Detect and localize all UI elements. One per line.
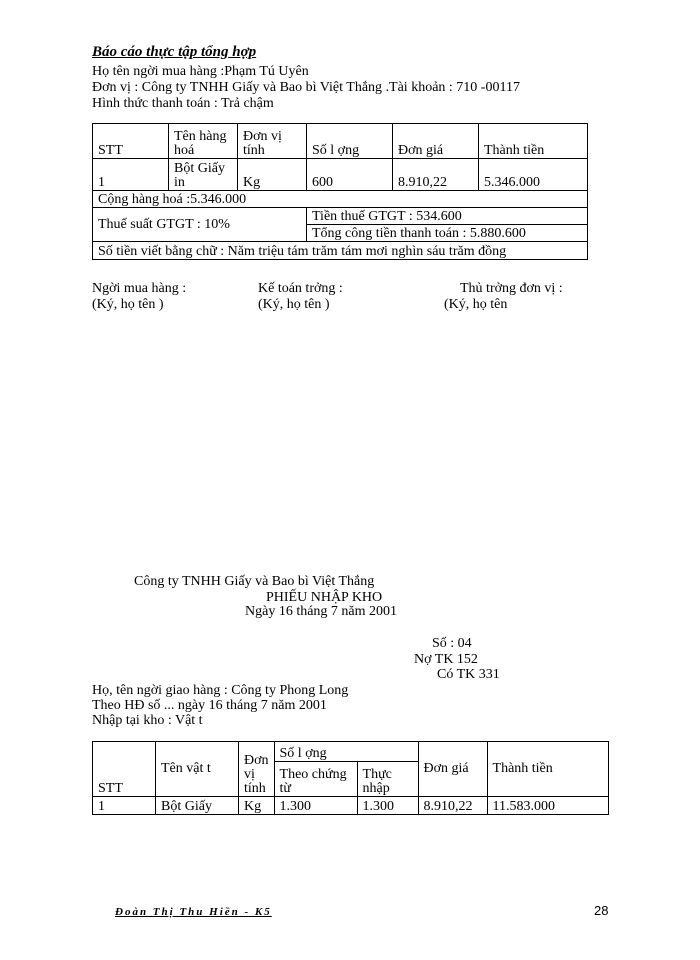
total-goods: Cộng hàng hoá :5.346.000	[93, 191, 588, 208]
receipt-col-stt: STT	[93, 742, 156, 797]
footer-author: Đoàn Thị Thu Hiền - K5	[115, 906, 272, 918]
receipt-credit: Có TK 331	[437, 667, 500, 682]
receipt-col-amount: Thành tiền	[487, 742, 608, 797]
buyer-line: Họ tên ngời mua hàng :Phạm Tú Uyên	[92, 64, 309, 79]
receipt-col-price: Đơn giá	[418, 742, 487, 797]
report-title: Báo cáo thực tập tổng hợp	[92, 44, 257, 60]
col-header-amount: Thành tiền	[479, 124, 588, 159]
receipt-cell-qty-actual: 1.300	[357, 797, 418, 815]
cell-stt: 1	[93, 159, 169, 191]
receipt-company: Công ty TNHH Giấy và Bao bì Việt Thắng	[134, 574, 375, 589]
sig-buyer-note: (Ký, họ tên )	[92, 297, 164, 312]
receipt-cell-name: Bột Giấy	[156, 797, 239, 815]
page-number: 28	[594, 903, 609, 918]
receipt-invoice-ref: Theo HĐ số ... ngày 16 tháng 7 năm 2001	[92, 698, 327, 713]
receipt-title: PHIẾU NHẬP KHO	[266, 590, 383, 605]
sig-head: Thủ trởng đơn vị :	[460, 281, 563, 296]
table-row	[93, 191, 588, 208]
cell-price: 8.910,22	[393, 159, 479, 191]
invoice-table	[92, 123, 588, 260]
cell-amount: 5.346.000	[479, 159, 588, 191]
table-row	[93, 208, 588, 225]
sig-accountant: Kế toán trởng :	[258, 281, 343, 296]
receipt-cell-stt: 1	[93, 797, 156, 815]
receipt-number: Số : 04	[432, 636, 472, 651]
payment-line: Hình thức thanh toán : Trả chậm	[92, 96, 274, 111]
sig-buyer: Ngời mua hàng :	[92, 281, 187, 296]
col-header-stt: STT	[93, 124, 169, 159]
col-header-price: Đơn giá	[393, 124, 479, 159]
cell-unit: Kg	[238, 159, 307, 191]
receipt-cell-unit: Kg	[239, 797, 275, 815]
table-row	[93, 797, 609, 815]
receipt-col-name: Tên vật t	[156, 742, 239, 797]
table-row	[93, 159, 588, 191]
receipt-col-unit: Đơn vị tính	[239, 742, 275, 797]
amount-in-words: Số tiền viết bằng chữ : Năm triệu tám trăm tám mơi nghìn sáu trăm đồng	[93, 242, 588, 260]
col-header-goods: Tên hàng hoá	[169, 124, 238, 159]
table-row	[93, 742, 609, 762]
receipt-debit: Nợ TK 152	[414, 652, 478, 667]
receipt-col-qty: Số l ợng	[274, 742, 418, 762]
vat-rate: Thuế suất GTGT : 10%	[93, 208, 307, 242]
col-header-unit: Đơn vị tính	[238, 124, 307, 159]
receipt-cell-amount: 11.583.000	[487, 797, 608, 815]
receipt-col-qty-actual: Thực nhập	[357, 762, 418, 797]
receipt-col-qty-doc: Theo chứng từ	[274, 762, 357, 797]
receipt-table	[92, 741, 609, 815]
sig-accountant-note: (Ký, họ tên )	[258, 297, 330, 312]
receipt-deliverer: Họ, tên ngời giao hàng : Công ty Phong Long	[92, 683, 349, 698]
unit-line: Đơn vị : Công ty TNHH Giấy và Bao bì Việt Thắng .Tài khoản : 710 -00117	[92, 80, 520, 95]
col-header-qty: Số l ợng	[307, 124, 393, 159]
receipt-warehouse: Nhập tại kho : Vật t	[92, 713, 203, 728]
receipt-cell-price: 8.910,22	[418, 797, 487, 815]
table-row	[93, 242, 588, 260]
grand-total: Tổng công tiền thanh toán : 5.880.600	[307, 225, 588, 242]
receipt-cell-qty-doc: 1.300	[274, 797, 357, 815]
table-row	[93, 124, 588, 159]
cell-goods: Bột Giấy in	[169, 159, 238, 191]
receipt-date: Ngày 16 tháng 7 năm 2001	[245, 604, 398, 619]
sig-head-note: (Ký, họ tên	[444, 297, 508, 312]
cell-qty: 600	[307, 159, 393, 191]
vat-amount: Tiền thuế GTGT : 534.600	[307, 208, 588, 225]
